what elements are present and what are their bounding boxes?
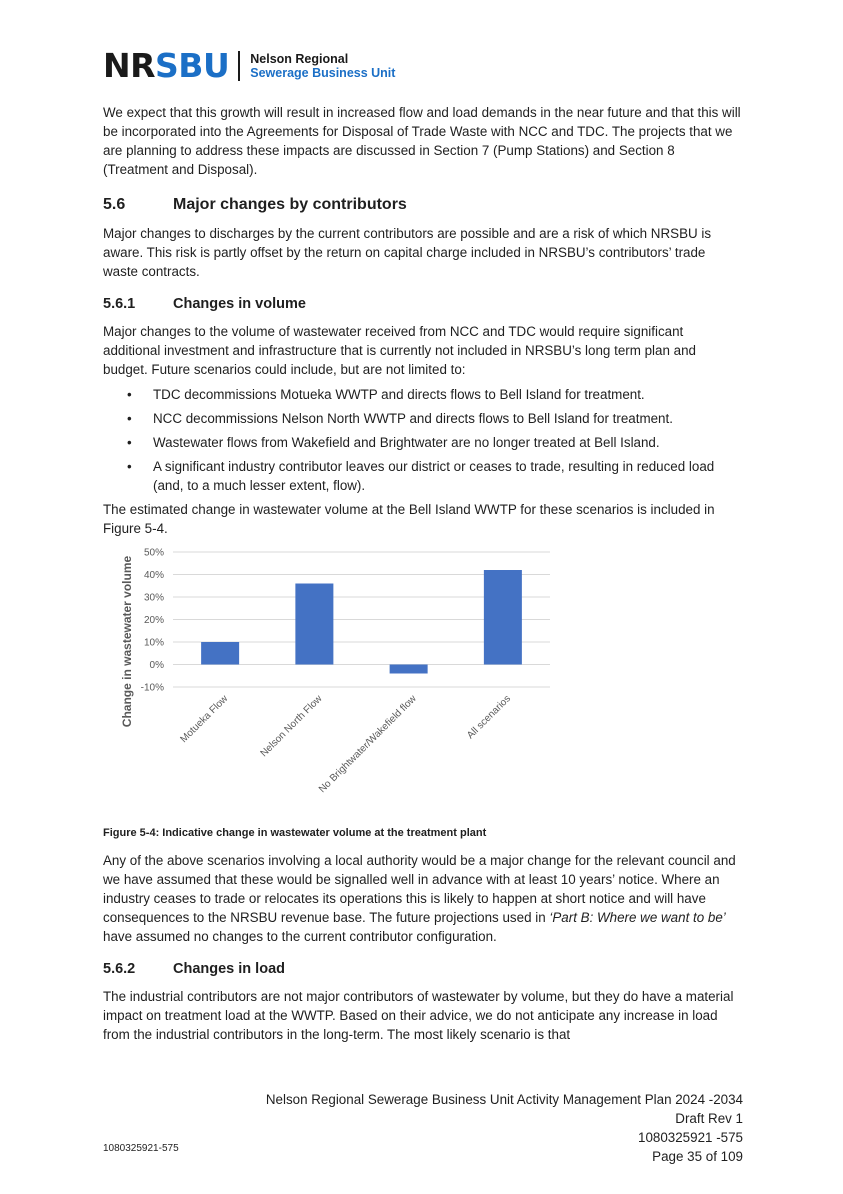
logo-name-line2: Sewerage Business Unit — [250, 66, 396, 80]
x-tick-label: No Brightwater/Wakefield flow — [316, 693, 419, 796]
list-item-text: A significant industry contributor leaves our district or ceases to trade, resulting in reduced load (and, to a much lesser extent, flow). — [153, 459, 715, 493]
paragraph-text: have assumed no changes to the current contributor configuration. — [103, 929, 497, 944]
volume-change-chart — [103, 544, 743, 824]
paragraph-text: Any of the above scenarios involving a local authority would be a major change for the relevant council and we have assumed that these would be signalled well in advance with at least 10 years’ notice. Where an industry ceases to trade or relocates its operations this is likely to happen at short notice and will have consequences to the NRSBU revenue base. The future projections used in — [103, 853, 736, 925]
y-tick-label: 0% — [149, 660, 164, 671]
logo-divider — [238, 51, 240, 81]
section-title: Changes in load — [173, 961, 285, 977]
logo-prefix: NR — [103, 46, 156, 85]
list-item-text: Wastewater flows from Wakefield and Brightwater are no longer treated at Bell Island. — [153, 435, 660, 450]
section-number: 5.6 — [103, 196, 126, 213]
list-item — [103, 385, 743, 404]
page-content — [103, 103, 743, 1050]
section-heading-5-6 — [103, 195, 743, 215]
y-tick-label: 10% — [143, 637, 164, 649]
section-5-6-paragraph: Major changes to discharges by the current contributors are possible and are a risk of which NRSBU is aware. This risk is partly offset by the return on capital charge included in NRSBU’s contributors’ trade waste contracts. — [103, 226, 712, 279]
bar — [484, 570, 522, 665]
page-footer — [266, 1090, 743, 1166]
bar — [201, 642, 239, 665]
document-reference: ‘Part B: Where we want to be’ — [549, 910, 726, 925]
list-item — [103, 409, 743, 428]
section-number: 5.6.1 — [103, 296, 136, 312]
footer-revision: Draft Rev 1 — [675, 1111, 743, 1126]
x-tick-label: Motueka Flow — [178, 693, 231, 746]
list-item-text: TDC decommissions Motueka WWTP and directs flows to Bell Island for treatment. — [153, 387, 645, 402]
bullet: • — [127, 459, 132, 474]
x-tick-label: Nelson North Flow — [258, 693, 325, 760]
chart-svg — [103, 544, 743, 824]
logo-accent: SBU — [155, 46, 230, 85]
bullet: • — [127, 387, 132, 402]
section-title: Changes in volume — [173, 296, 306, 312]
bullet: • — [127, 411, 132, 426]
y-tick-label: 30% — [143, 592, 164, 604]
header-logo — [103, 46, 396, 85]
section-heading-5-6-2 — [103, 960, 743, 979]
y-tick-label: 20% — [143, 615, 164, 626]
y-axis-label: Change in wastewater volume — [120, 555, 134, 728]
intro-paragraph: We expect that this growth will result in increased flow and load demands in the near future and that this will be incorporated into the Agreements for Disposal of Trade Waste with NCC and TDC. The projects that we are planning to address these impacts are discussed in Section 7 (Pump Stations) and Section 8 (Treatment and Disposal). — [103, 105, 741, 177]
footer-plan-title: Nelson Regional Sewerage Business Unit Activity Management Plan 2024 -2034 — [265, 1092, 743, 1107]
section-title: Major changes by contributors — [173, 196, 407, 213]
footer-page-number: Page 35 of 109 — [652, 1149, 743, 1164]
y-tick-label: -10% — [140, 682, 164, 694]
bullet: • — [127, 435, 132, 450]
logo-wordmark — [103, 46, 230, 85]
section-number: 5.6.2 — [103, 961, 136, 977]
footer-doc-id: 1080325921-575 — [103, 1143, 179, 1154]
footer-doc-number: 1080325921 -575 — [638, 1130, 743, 1145]
section-5-6-1-paragraph: Major changes to the volume of wastewater received from NCC and TDC would require significant additional investment and infrastructure that is currently not included in NRSBU’s long term plan and budget. Future scenarios could include, but are not limited to: — [103, 324, 696, 377]
figure-caption: Figure 5-4: Indicative change in wastewater volume at the treatment plant — [103, 827, 487, 839]
scenario-assumptions-paragraph — [103, 851, 743, 946]
y-tick-label: 50% — [143, 547, 164, 559]
scenario-list — [103, 385, 743, 495]
bar — [295, 584, 333, 665]
logo-name-line1: Nelson Regional — [250, 52, 349, 66]
y-tick-label: 40% — [143, 570, 164, 581]
figure-intro-paragraph: The estimated change in wastewater volume at the Bell Island WWTP for these scenarios is included in Figure 5-4. — [103, 502, 715, 536]
list-item — [103, 457, 743, 495]
section-5-6-2-paragraph: The industrial contributors are not major contributors of wastewater by volume, but they do have a material impact on treatment load at the WWTP. Based on their advice, we do not anticipate any increase in load from the industrial contributors in the long-term. The most likely scenario is that — [103, 989, 734, 1042]
list-item-text: NCC decommissions Nelson North WWTP and directs flows to Bell Island for treatment. — [153, 411, 673, 426]
x-tick-label: All scenarios — [465, 693, 513, 742]
logo-name — [250, 52, 395, 80]
bar — [390, 665, 428, 674]
section-heading-5-6-1 — [103, 295, 743, 314]
list-item — [103, 433, 743, 452]
